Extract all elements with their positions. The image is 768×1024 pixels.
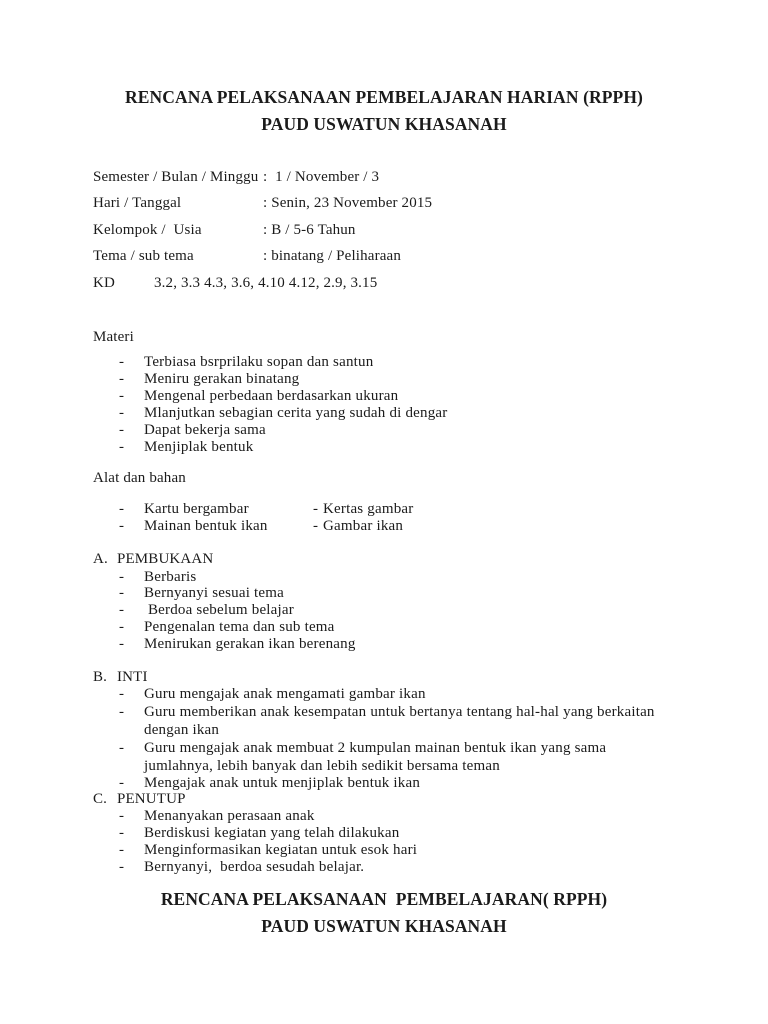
list-item xyxy=(0,439,768,456)
school-name: PAUD USWATUN KHASANAH xyxy=(261,113,507,134)
list-marker: - xyxy=(119,404,125,421)
info-value: : 1 / November / 3 xyxy=(263,168,380,185)
list-item xyxy=(0,354,768,371)
list-item-text: Gambar ikan xyxy=(323,517,404,534)
info-value: : B / 5-6 Tahun xyxy=(263,221,356,238)
info-row-kd xyxy=(0,270,768,297)
materials-section xyxy=(0,470,768,535)
section-heading xyxy=(0,669,768,686)
list-item-text: Menginformasikan kegiatan untuk esok hari xyxy=(144,841,418,858)
list-item-text: Terbiasa bsrprilaku sopan dan santun xyxy=(144,353,374,370)
list-item xyxy=(0,619,768,636)
list-marker: - xyxy=(119,370,125,387)
next-plan-title: RENCANA PELAKSANAAN PEMBELAJARAN( RPPH) xyxy=(160,888,608,909)
list-marker: - xyxy=(119,685,125,702)
list-item xyxy=(0,585,768,602)
list-item-text: Mengajak anak untuk menjiplak bentuk ikan xyxy=(144,774,421,791)
list-marker: - xyxy=(119,703,125,720)
list-item xyxy=(0,703,768,739)
list-item-text: Kertas gambar xyxy=(323,500,414,517)
section-letter: B. xyxy=(93,668,108,685)
list-item xyxy=(0,859,768,876)
list-item-text: Mainan bentuk ikan xyxy=(144,517,268,534)
list-item-text: Mlanjutkan sebagian cerita yang sudah di dengar xyxy=(144,404,448,421)
list-item xyxy=(0,775,768,792)
list-item-text xyxy=(144,739,606,775)
list-marker: - xyxy=(119,807,125,824)
list-item-text xyxy=(144,703,655,739)
list-item-text: Mengenal perbedaan berdasarkan ukuran xyxy=(144,387,399,404)
materials-list xyxy=(0,501,768,535)
list-marker: - xyxy=(119,517,125,534)
list-item xyxy=(0,405,768,422)
list-item xyxy=(0,388,768,405)
info-value: : binatang / Peliharaan xyxy=(263,248,401,265)
list-item-text: Bernyanyi sesuai tema xyxy=(144,585,284,602)
identity-info xyxy=(0,164,768,297)
section-heading xyxy=(0,470,768,487)
section-letter: A. xyxy=(93,550,108,567)
list-marker: - xyxy=(119,353,125,370)
list-item xyxy=(0,518,768,535)
list-item-line: Guru mengajak anak membuat 2 kumpulan mainan bentuk ikan yang sama xyxy=(144,739,607,756)
list-marker: - xyxy=(119,438,125,455)
list-item-text: Kartu bergambar xyxy=(144,500,249,517)
list-item-text: Bernyanyi, berdoa sesudah belajar. xyxy=(144,858,365,875)
list-marker: - xyxy=(119,824,125,841)
section-heading xyxy=(0,329,768,346)
materi-heading: Materi xyxy=(93,328,134,345)
info-row-date xyxy=(0,190,768,217)
section-title: PEMBUKAAN xyxy=(117,550,214,567)
opening-section xyxy=(0,551,768,653)
list-marker: - xyxy=(313,517,319,534)
list-item xyxy=(0,842,768,859)
section-title: PENUTUP xyxy=(117,790,186,807)
list-item xyxy=(0,602,768,619)
closing-section xyxy=(0,791,768,876)
next-plan-header xyxy=(0,886,768,940)
list-item xyxy=(0,636,768,653)
section-heading xyxy=(0,791,768,808)
list-marker: - xyxy=(119,635,125,652)
list-item-text: Guru mengajak anak mengamati gambar ikan xyxy=(144,685,426,702)
section-heading xyxy=(0,551,768,568)
list-item xyxy=(0,808,768,825)
list-marker: - xyxy=(119,387,125,404)
list-item xyxy=(0,371,768,388)
opening-list xyxy=(0,569,768,653)
list-item-text: Pengenalan tema dan sub tema xyxy=(144,618,335,635)
list-marker: - xyxy=(119,841,125,858)
materi-list xyxy=(0,354,768,456)
list-marker: - xyxy=(119,602,125,619)
list-item-line: Guru memberikan anak kesempatan untuk bertanya tentang hal-hal yang berkaitan xyxy=(144,703,655,720)
list-marker: - xyxy=(119,739,125,756)
next-plan-school-name: PAUD USWATUN KHASANAH xyxy=(261,915,507,936)
section-title: INTI xyxy=(117,668,148,685)
list-item-text: Berdoa sebelum belajar xyxy=(144,602,294,619)
list-marker: - xyxy=(119,774,125,791)
list-item-text: Menanyakan perasaan anak xyxy=(144,807,315,824)
info-label: Tema / sub tema xyxy=(93,248,194,265)
info-label: Semester / Bulan / Minggu xyxy=(93,168,259,185)
list-marker: - xyxy=(119,585,125,602)
list-item xyxy=(0,825,768,842)
list-item xyxy=(0,739,768,775)
info-label: Hari / Tanggal xyxy=(93,195,182,212)
info-label: KD xyxy=(93,274,115,291)
materi-section xyxy=(0,329,768,456)
list-marker: - xyxy=(119,500,125,517)
core-section xyxy=(0,669,768,792)
list-marker: - xyxy=(313,500,319,517)
list-marker: - xyxy=(119,618,125,635)
list-item-text: Menjiplak bentuk xyxy=(144,438,254,455)
list-item xyxy=(0,501,768,518)
info-value: 3.2, 3.3 4.3, 3.6, 4.10 4.12, 2.9, 3.15 xyxy=(154,274,378,291)
materials-heading: Alat dan bahan xyxy=(93,469,186,486)
list-item-line: jumlahnya, lebih banyak dan lebih sedikit bersama teman xyxy=(144,757,500,774)
info-value: : Senin, 23 November 2015 xyxy=(263,195,433,212)
list-item xyxy=(0,569,768,586)
closing-list xyxy=(0,808,768,876)
list-marker: - xyxy=(119,421,125,438)
list-item xyxy=(0,686,768,703)
info-row-theme xyxy=(0,243,768,270)
core-list xyxy=(0,686,768,792)
list-marker: - xyxy=(119,568,125,585)
list-item-text: Dapat bekerja sama xyxy=(144,421,266,438)
list-item xyxy=(0,422,768,439)
info-row-semester xyxy=(0,164,768,191)
list-item-text: Meniru gerakan binatang xyxy=(144,370,300,387)
document-title: RENCANA PELAKSANAAN PEMBELAJARAN HARIAN (RPPH) xyxy=(125,86,643,107)
list-item-line: dengan ikan xyxy=(144,721,220,738)
info-row-group xyxy=(0,217,768,244)
list-item-text: Menirukan gerakan ikan berenang xyxy=(144,635,356,652)
list-item-text: Berbaris xyxy=(144,568,197,585)
section-letter: C. xyxy=(93,790,108,807)
list-item-text: Berdiskusi kegiatan yang telah dilakukan xyxy=(144,824,400,841)
list-marker: - xyxy=(119,858,125,875)
info-label: Kelompok / Usia xyxy=(93,221,202,238)
document-header xyxy=(0,84,768,138)
